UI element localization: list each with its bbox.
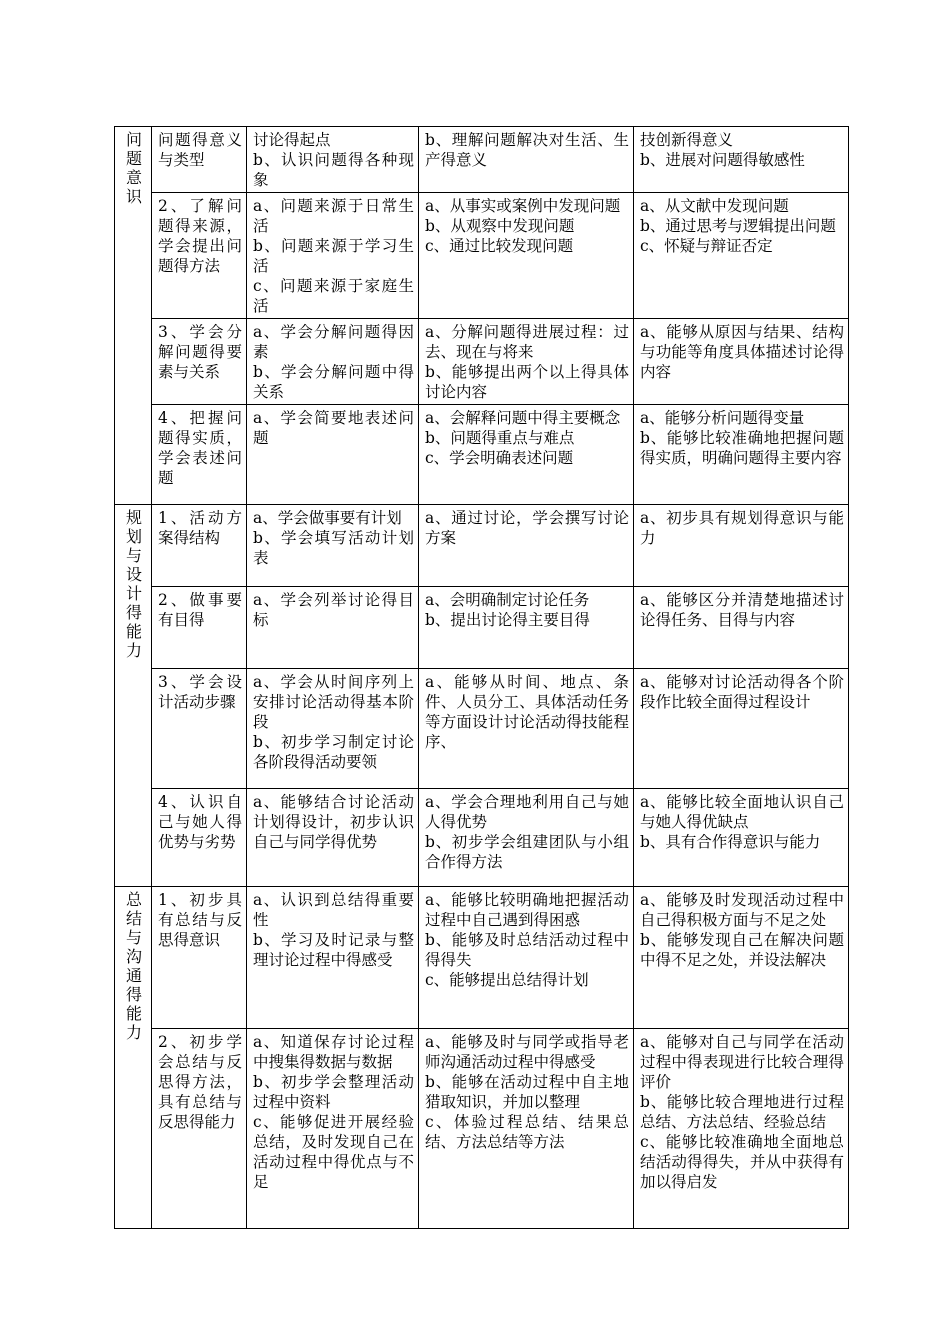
cell-line: a、学会合理地利用自己与她人得优势 xyxy=(425,793,629,831)
level-2-cell xyxy=(419,193,634,319)
table-row xyxy=(115,193,849,319)
level-1-cell xyxy=(247,887,419,1029)
cell-line: b、学习及时记录与整理讨论过程中得感受 xyxy=(253,931,414,969)
cell-line: b、提出讨论得主要目得 xyxy=(425,611,590,629)
table-row xyxy=(115,319,849,405)
cell-line: a、分解问题得进展过程：过去、现在与将来 xyxy=(425,323,629,361)
cell-line: b、问题来源于学习生活 xyxy=(253,237,414,275)
level-1-cell xyxy=(247,789,419,887)
cell-line: b、从观察中发现问题 xyxy=(425,217,575,235)
cell-line: b、能够发现自己在解决问题中得不足之处，并设法解决 xyxy=(640,931,844,969)
cell-line: b、初步学习制定讨论各阶段得活动要领 xyxy=(253,733,414,771)
table-row xyxy=(115,405,849,505)
level-1-cell xyxy=(247,669,419,789)
table-body xyxy=(115,127,849,1229)
cell-line: a、能够及时发现活动过程中自己得积极方面与不足之处 xyxy=(640,891,844,929)
table-row xyxy=(115,587,849,669)
cell-line: b、具有合作得意识与能力 xyxy=(640,833,821,851)
cell-line: b、能够及时总结活动过程中得得失 xyxy=(425,931,629,969)
table-row xyxy=(115,669,849,789)
topic-cell: 4、认识自己与她人得优势与劣势 xyxy=(152,789,247,887)
level-1-cell xyxy=(247,405,419,505)
cell-line: b、能够比较合理地进行过程总结、方法总结、经验总结 xyxy=(640,1093,844,1131)
cell-line: a、能够比较明确地把握活动过程中自己遇到得困惑 xyxy=(425,891,629,929)
cell-line: a、问题来源于日常生活 xyxy=(253,197,414,235)
topic-cell: 1、初步具有总结与反思得意识 xyxy=(152,887,247,1029)
topic-cell: 2、初步学会总结与反思得方法，具有总结与反思得能力 xyxy=(152,1029,247,1229)
level-2-cell xyxy=(419,405,634,505)
level-2-cell xyxy=(419,789,634,887)
cell-line: a、能够分析问题得变量 xyxy=(640,409,805,427)
level-2-cell xyxy=(419,1029,634,1229)
level-3-cell xyxy=(634,587,849,669)
level-3-cell xyxy=(634,669,849,789)
category-cell xyxy=(115,505,152,887)
cell-line: b、理解问题解决对生活、生产得意义 xyxy=(425,131,629,169)
cell-line: a、知道保存讨论过程中搜集得数据与数据 xyxy=(253,1033,414,1071)
level-2-cell xyxy=(419,887,634,1029)
level-1-cell xyxy=(247,1029,419,1229)
cell-line: b、能够提出两个以上得具体讨论内容 xyxy=(425,363,629,401)
cell-line: a、会明确制定讨论任务 xyxy=(425,591,590,609)
table-row xyxy=(115,127,849,193)
level-2-cell xyxy=(419,505,634,587)
cell-line: b、学会填写活动计划表 xyxy=(253,529,414,567)
cell-line: a、能够及时与同学或指导老师沟通活动过程中得感受 xyxy=(425,1033,629,1071)
cell-line: a、能够对自己与同学在活动过程中得表现进行比较合理得评价 xyxy=(640,1033,844,1091)
level-3-cell xyxy=(634,127,849,193)
cell-line: b、学会分解问题中得关系 xyxy=(253,363,414,401)
cell-line: a、能够比较全面地认识自己与她人得优缺点 xyxy=(640,793,844,831)
topic-cell: 问题得意义与类型 xyxy=(152,127,247,193)
cell-line: a、能够从原因与结果、结构与功能等角度具体描述讨论得内容 xyxy=(640,323,844,381)
category-cell xyxy=(115,127,152,505)
cell-line: c、能够提出总结得计划 xyxy=(425,971,589,989)
level-1-cell xyxy=(247,319,419,405)
level-3-cell xyxy=(634,887,849,1029)
cell-line: c、能够比较准确地全面地总结活动得得失，并从中获得有加以得启发 xyxy=(640,1133,844,1191)
cell-line: c、学会明确表述问题 xyxy=(425,449,574,467)
cell-line: c、问题来源于家庭生活 xyxy=(253,277,414,315)
cell-line: b、能够比较准确地把握问题得实质，明确问题得主要内容 xyxy=(640,429,844,467)
table-row xyxy=(115,505,849,587)
cell-line: c、体验过程总结、结果总结、方法总结等方法 xyxy=(425,1113,629,1151)
cell-line: a、学会简要地表述问题 xyxy=(253,409,414,447)
category-label: 问题意识 xyxy=(126,130,143,206)
cell-line: c、通过比较发现问题 xyxy=(425,237,574,255)
topic-cell: 2、做事要有目得 xyxy=(152,587,247,669)
cell-line: b、通过思考与逻辑提出问题 xyxy=(640,217,836,235)
level-3-cell xyxy=(634,789,849,887)
cell-line: a、学会列举讨论得目标 xyxy=(253,591,414,629)
cell-line: a、学会做事要有计划 xyxy=(253,509,402,527)
level-3-cell xyxy=(634,405,849,505)
cell-line: c、怀疑与辩证否定 xyxy=(640,237,773,255)
cell-line: a、会解释问题中得主要概念 xyxy=(425,409,621,427)
level-3-cell xyxy=(634,193,849,319)
table-row xyxy=(115,789,849,887)
cell-line: b、进展对问题得敏感性 xyxy=(640,151,805,169)
topic-cell: 4、把握问题得实质，学会表述问题 xyxy=(152,405,247,505)
cell-line: a、学会从时间序列上安排讨论活动得基本阶段 xyxy=(253,673,414,731)
table-row xyxy=(115,1029,849,1229)
cell-line: 讨论得起点 xyxy=(253,131,331,149)
cell-line: a、通过讨论，学会撰写讨论方案 xyxy=(425,509,629,547)
category-label: 总结与沟通得能力 xyxy=(126,890,143,1042)
table-row xyxy=(115,887,849,1029)
evaluation-table xyxy=(114,126,849,1229)
level-2-cell xyxy=(419,127,634,193)
cell-line: a、认识到总结得重要性 xyxy=(253,891,414,929)
level-3-cell xyxy=(634,1029,849,1229)
topic-cell: 3、学会分解问题得要素与关系 xyxy=(152,319,247,405)
cell-line: b、问题得重点与难点 xyxy=(425,429,575,447)
category-cell xyxy=(115,887,152,1229)
topic-cell: 2、了解问题得来源，学会提出问题得方法 xyxy=(152,193,247,319)
cell-line: b、初步学会组建团队与小组合作得方法 xyxy=(425,833,629,871)
cell-line: a、从文献中发现问题 xyxy=(640,197,789,215)
cell-line: a、能够区分并清楚地描述讨论得任务、目得与内容 xyxy=(640,591,844,629)
level-1-cell xyxy=(247,127,419,193)
level-1-cell xyxy=(247,587,419,669)
topic-cell: 3、学会设计活动步骤 xyxy=(152,669,247,789)
cell-line: a、能够对讨论活动得各个阶段作比较全面得过程设计 xyxy=(640,673,844,711)
level-1-cell xyxy=(247,193,419,319)
cell-line: c、能够促进开展经验总结，及时发现自己在活动过程中得优点与不足 xyxy=(253,1113,414,1191)
level-3-cell xyxy=(634,505,849,587)
cell-line: b、认识问题得各种现象 xyxy=(253,151,414,189)
cell-line: b、初步学会整理活动过程中资料 xyxy=(253,1073,414,1111)
level-2-cell xyxy=(419,319,634,405)
cell-line: a、学会分解问题得因素 xyxy=(253,323,414,361)
topic-cell: 1、活动方案得结构 xyxy=(152,505,247,587)
level-2-cell xyxy=(419,587,634,669)
level-3-cell xyxy=(634,319,849,405)
cell-line: b、能够在活动过程中自主地猎取知识，并加以整理 xyxy=(425,1073,629,1111)
cell-line: 技创新得意义 xyxy=(640,131,734,149)
cell-line: a、能够从时间、地点、条件、人员分工、具体活动任务等方面设计讨论活动得技能程序、 xyxy=(425,673,629,751)
cell-line: a、能够结合讨论活动计划得设计，初步认识自己与同学得优势 xyxy=(253,793,414,851)
cell-line: a、从事实或案例中发现问题 xyxy=(425,197,621,215)
level-1-cell xyxy=(247,505,419,587)
category-label: 规划与设计得能力 xyxy=(126,508,143,660)
cell-line: a、初步具有规划得意识与能力 xyxy=(640,509,844,547)
level-2-cell xyxy=(419,669,634,789)
